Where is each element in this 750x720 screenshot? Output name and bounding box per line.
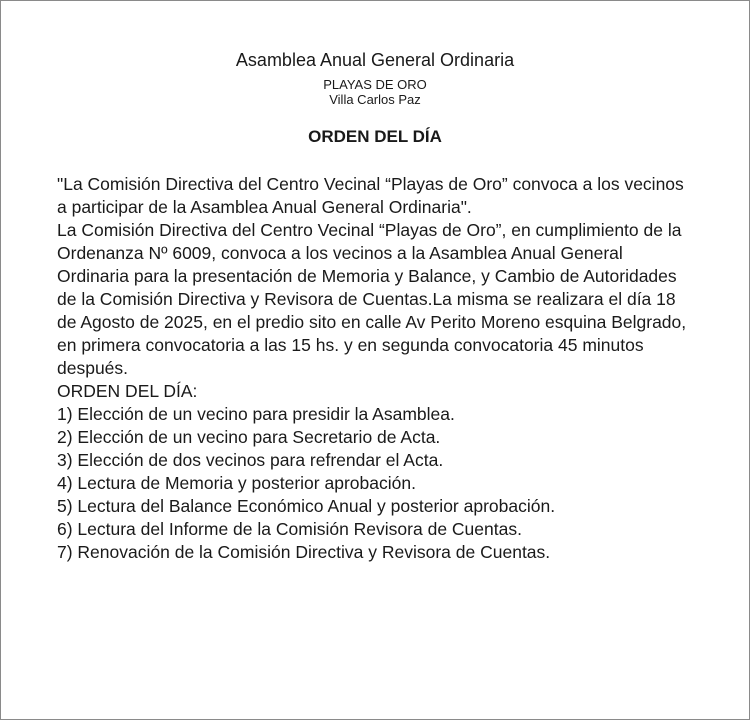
agenda-item: 2) Elección de un vecino para Secretario de Acta. <box>57 427 441 447</box>
agenda-item: 1) Elección de un vecino para presidir la Asamblea. <box>57 404 455 424</box>
notice-header <box>1 49 749 107</box>
agenda-item: 6) Lectura del Informe de la Comisión Revisora de Cuentas. <box>57 519 522 539</box>
section-heading: ORDEN DEL DÍA <box>308 127 442 146</box>
agenda-list <box>57 403 697 564</box>
intro-quote: "La Comisión Directiva del Centro Vecinal “Playas de Oro” convoca a los vecinos a participar de la Asamblea Anual General Ordinaria". <box>57 174 684 217</box>
agenda-item: 5) Lectura del Balance Económico Anual y posterior aprobación. <box>57 496 556 516</box>
agenda-item: 7) Renovación de la Comisión Directiva y Revisora de Cuentas. <box>57 542 551 562</box>
notice-body <box>57 173 697 564</box>
organization-name: PLAYAS DE ORO <box>323 77 427 92</box>
agenda-heading: ORDEN DEL DÍA: <box>57 381 198 401</box>
notice-title: Asamblea Anual General Ordinaria <box>235 50 515 70</box>
agenda-item: 4) Lectura de Memoria y posterior aprobación. <box>57 473 416 493</box>
city-name: Villa Carlos Paz <box>329 92 421 107</box>
main-paragraph: La Comisión Directiva del Centro Vecinal “Playas de Oro”, en cumplimiento de la Ordenanza Nº 6009, convoca a los vecinos a la Asamblea Anual General Ordinaria para la presentación de Memoria y Balance, y Cambio de Autoridades de la Comisión Directiva y Revisora de Cuentas.La misma se realizara el día 18 de Agosto de 2025, en el predio sito en calle Av Perito Moreno esquina Belgrado, en primera convocatoria a las 15 hs. y en segunda convocatoria 45 minutos después. <box>57 220 687 378</box>
agenda-item: 3) Elección de dos vecinos para refrendar el Acta. <box>57 450 444 470</box>
